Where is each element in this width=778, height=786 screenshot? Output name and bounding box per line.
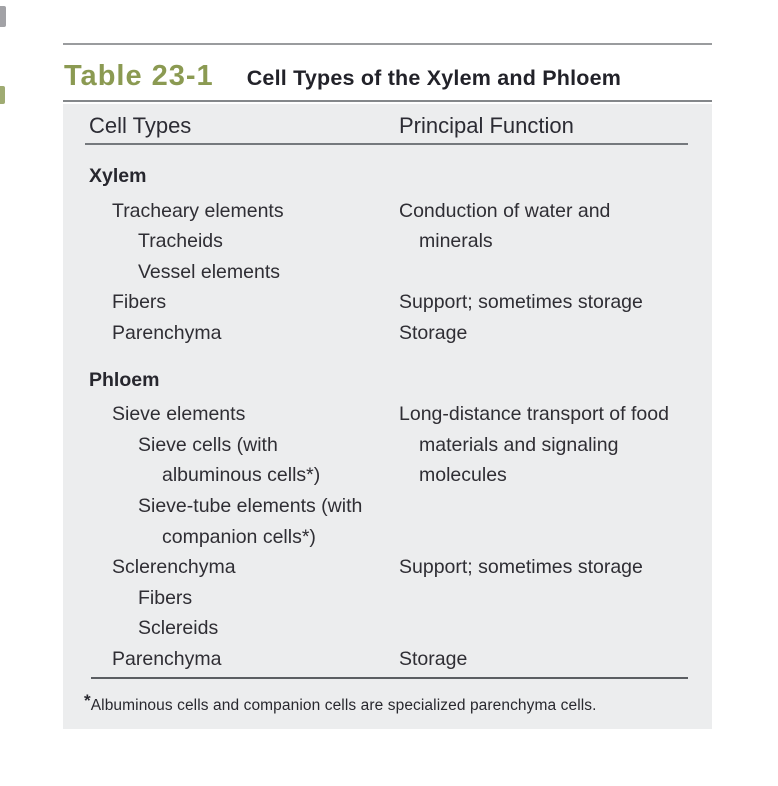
table-row bbox=[63, 552, 712, 583]
table-row bbox=[63, 287, 712, 318]
cell-type: Fibers bbox=[112, 291, 167, 314]
cell-type: companion cells*) bbox=[162, 525, 316, 548]
footnote-rule bbox=[91, 677, 688, 679]
cell-type: Tracheary elements bbox=[112, 199, 284, 222]
scan-artifact-dark bbox=[0, 6, 6, 27]
cell-type: albuminous cells*) bbox=[162, 464, 321, 487]
table-row bbox=[63, 226, 712, 257]
principal-function: Conduction of water and bbox=[399, 199, 611, 222]
cell-type: Sieve elements bbox=[112, 403, 246, 426]
cell-type: Sieve cells (with bbox=[138, 433, 278, 456]
principal-function bbox=[399, 522, 712, 553]
table-row bbox=[63, 522, 712, 553]
table-block bbox=[63, 104, 712, 729]
section-header-spacer bbox=[399, 161, 712, 192]
cell-type: Parenchyma bbox=[112, 321, 222, 344]
section-header-row bbox=[63, 161, 712, 192]
principal-function: Support; sometimes storage bbox=[399, 291, 643, 314]
table-row bbox=[63, 460, 712, 491]
principal-function bbox=[399, 257, 712, 288]
table-title-text: Cell Types of the Xylem and Phloem bbox=[246, 66, 622, 90]
cell-type: Vessel elements bbox=[138, 260, 280, 283]
section-phloem bbox=[63, 365, 712, 675]
principal-function bbox=[399, 491, 712, 522]
section-header-spacer bbox=[399, 365, 712, 396]
table-row bbox=[63, 491, 712, 522]
principal-function: minerals bbox=[419, 230, 493, 253]
section-name: Phloem bbox=[89, 368, 160, 391]
principal-function: Long-distance transport of food bbox=[399, 403, 669, 426]
section-xylem bbox=[63, 161, 712, 349]
column-header-cell-types: Cell Types bbox=[89, 113, 192, 138]
table-row bbox=[63, 613, 712, 644]
table-title-row bbox=[64, 60, 621, 93]
footnote bbox=[84, 691, 692, 715]
scan-artifact-green bbox=[0, 86, 5, 104]
section-name: Xylem bbox=[89, 165, 147, 187]
cell-type: Fibers bbox=[138, 586, 193, 609]
table-body bbox=[63, 145, 712, 675]
table-row bbox=[63, 430, 712, 461]
footnote-text: Albuminous cells and companion cells are specialized parenchyma cells. bbox=[90, 696, 597, 714]
table-row bbox=[63, 644, 712, 675]
principal-function: molecules bbox=[419, 464, 507, 487]
principal-function: Support; sometimes storage bbox=[399, 556, 643, 579]
footnote-asterisk: * bbox=[84, 690, 91, 710]
cell-type: Sclereids bbox=[138, 617, 219, 640]
table-row bbox=[63, 399, 712, 430]
table-top-rule bbox=[63, 100, 712, 102]
table-header-row bbox=[63, 104, 712, 143]
cell-type: Tracheids bbox=[138, 230, 223, 253]
table-row bbox=[63, 318, 712, 349]
principal-function: Storage bbox=[399, 647, 468, 670]
column-header-principal-function: Principal Function bbox=[399, 113, 574, 138]
section-header-row bbox=[63, 365, 712, 396]
principal-function bbox=[399, 613, 712, 644]
table-row bbox=[63, 583, 712, 614]
cell-type: Sieve-tube elements (with bbox=[138, 494, 363, 517]
principal-function: Storage bbox=[399, 321, 468, 344]
principal-function: materials and signaling bbox=[419, 433, 619, 456]
cell-type: Parenchyma bbox=[112, 647, 222, 670]
cell-type: Sclerenchyma bbox=[112, 556, 236, 579]
principal-function bbox=[399, 583, 712, 614]
table-row bbox=[63, 196, 712, 227]
table-label: Table 23-1 bbox=[64, 60, 214, 92]
table-row bbox=[63, 257, 712, 288]
top-rule bbox=[63, 43, 712, 45]
